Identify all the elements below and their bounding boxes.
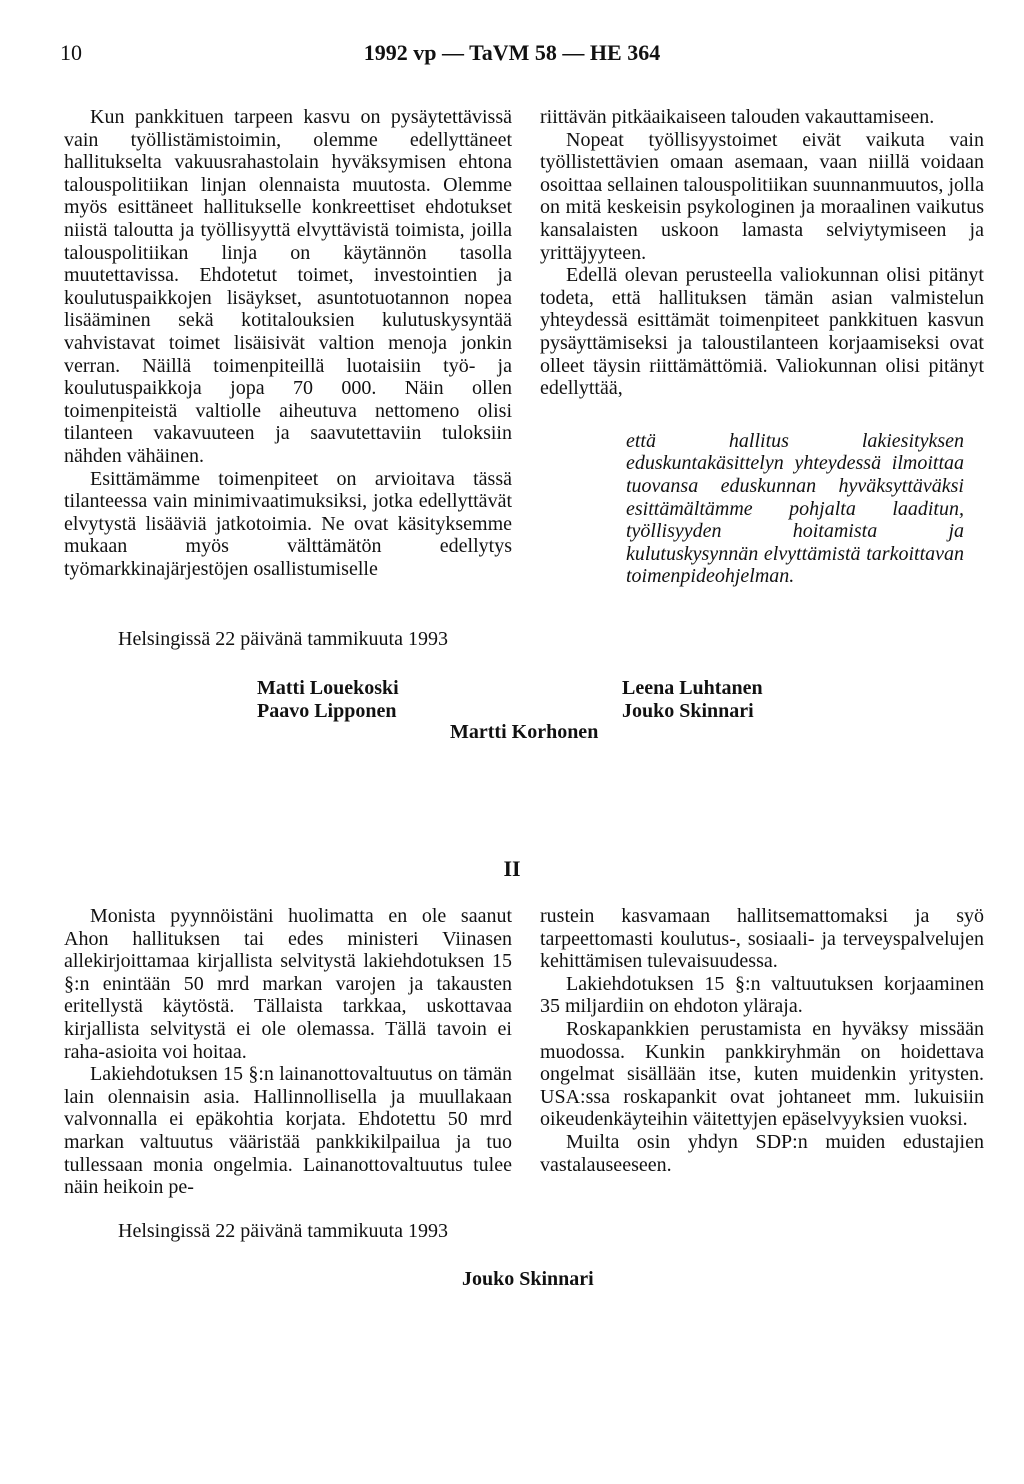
page-number: 10 [60,40,82,65]
signatory-name: Jouko Skinnari [622,700,754,722]
signatory-name: Matti Louekoski [257,677,399,699]
statement-1-left-column [64,106,512,580]
paragraph: Nopeat työllisyystoimet eivät vaikuta vain työllistettävien omaan asemaan, vaan niillä voidaan osoittaa sellainen talouspolitiikan suunnanmuutos, jolla on mitä keskeisin psykologinen ja moraalinen vaikutus kansalaisten uskoon lamasta selviytymiseen ja yrittäjyyteen. [540,128,984,264]
paragraph: Edellä olevan perusteella valiokunnan olisi pitänyt todeta, että hallituksen tämän asian valmistelun yhteydessä esittämät toimenpiteet pankkituen kasvun pysäyttämiseksi ja taloustilanteen korjaamiseksi ovat olleet täysin riittämättömiä. Valiokunnan olisi pitänyt edellyttää, [540,264,984,400]
section-mark: II [503,856,521,881]
signatory-name: Leena Luhtanen [622,677,763,699]
statement-2-right-column [540,905,984,1176]
paragraph: Roskapankkien perustamista en hyväksy missään muodossa. Kunkin pankkiryhmän on hoidettava ongelmat sisällään itse, kuten muidenkin yritysten. USA:ssa roskapankit ovat johtaneet mm. lukuisiin oikeudenkäyteihin väitettyjen epäselvyyksien vuoksi. [540,1017,984,1131]
running-header: 1992 vp — TaVM 58 — HE 364 [363,40,661,65]
place-date-2: Helsingissä 22 päivänä tammikuuta 1993 [118,1220,448,1242]
paragraph: Lakiehdotuksen 15 §:n lainanottovaltuutus on tämän lain olennaisin asia. Hallinnollisella ja muullakaan valvonnalla ei epäkohtia korjata. Ehdotettu 50 mrd markan valtuutus vääristää pankkikilpailua ja tuo tullessaan monia ongelmia. Lainanottovaltuutus tulee näin heikoin pe- [64,1063,512,1199]
paragraph: Kun pankkituen tarpeen kasvu on pysäytettävissä vain työllistämistoimin, olemme edellyttäneet hallitukselta vakuusrahastolain hyväksymisen ehtona talouspolitiikan linjan olennaista muutosta. Olemme myös esittäneet hallitukselle konkreettiset ehdotukset niistä taloutta ja työllisyyttä elvyttävistä toimista, joilla talouspolitiikan linja on käytännön tasolla muutettavissa. Ehdotetut toimet, investointien ja koulutuspaikkojen lisäykset, asuntotuotannon nopea lisääminen sekä kotitalouksien kulutuskysyntää vahvistavat toimet lisäisivät valtion menoja jonkin verran. Näillä toimenpiteillä luotaisiin työ- ja koulutuspaikkoja jopa 70 000. Näin ollen toimenpiteistä valtiolle aiheutuva nettomeno olisi tilanteen vakavuuteen ja saavutettaviin tuloksiin nähden vähäinen. [64,106,512,467]
signatory-name: Martti Korhonen [450,721,599,743]
paragraph: Monista pyynnöistäni huolimatta en ole saanut Ahon hallituksen tai edes ministeri Viinasen allekirjoittamaa kirjallista selvitystä lakiehdotuksen 15 §:n enintään 50 mrd markan varojen ja takausten eritellystä käytöstä. Tällaista tarkkaa, uskottavaa kirjallista selvitystä ei ole olemassa. Tällä tavoin ei raha-asioita voi hoitaa. [64,905,512,1063]
paragraph: riittävän pitkäaikaiseen talouden vakauttamiseen. [540,106,935,128]
signatory-name: Paavo Lipponen [257,700,397,722]
statement-2-left-column [64,905,512,1199]
statement-1-right-column [540,106,984,588]
proposal-text: että hallitus lakiesityksen eduskuntakäsittelyn yhteydessä ilmoittaa tuovansa eduskunnan hyväksyttäväksi esittämältämme pohjalta laaditun, työllisyyden hoitamista ja kulutuskysynnän elvyttämistä tarkoittavan toimenpideohjelman. [626,429,964,588]
paragraph: Esittämämme toimenpiteet on arvioitava tässä tilanteessa vain minimivaatimuksiksi, jotka edellyttävät elvytystä lisääviä jatkotoimia. Ne ovat käsityksemme mukaan myös välttämätön edellytys työmarkkinajärjestöjen osallistumiselle [64,467,512,580]
paragraph: Lakiehdotuksen 15 §:n valtuutuksen korjaaminen 35 miljardiin on ehdoton yläraja. [540,972,984,1018]
place-date-1: Helsingissä 22 päivänä tammikuuta 1993 [118,628,448,650]
paragraph: Muilta osin yhdyn SDP:n muiden edustajien vastalauseeseen. [540,1130,984,1176]
signatory-name: Jouko Skinnari [462,1268,594,1290]
paragraph: rustein kasvamaan hallitsemattomaksi ja syö tarpeettomasti koulutus-, sosiaali- ja terveyspalvelujen kehittämisen tulevaisuudessa. [540,905,984,973]
